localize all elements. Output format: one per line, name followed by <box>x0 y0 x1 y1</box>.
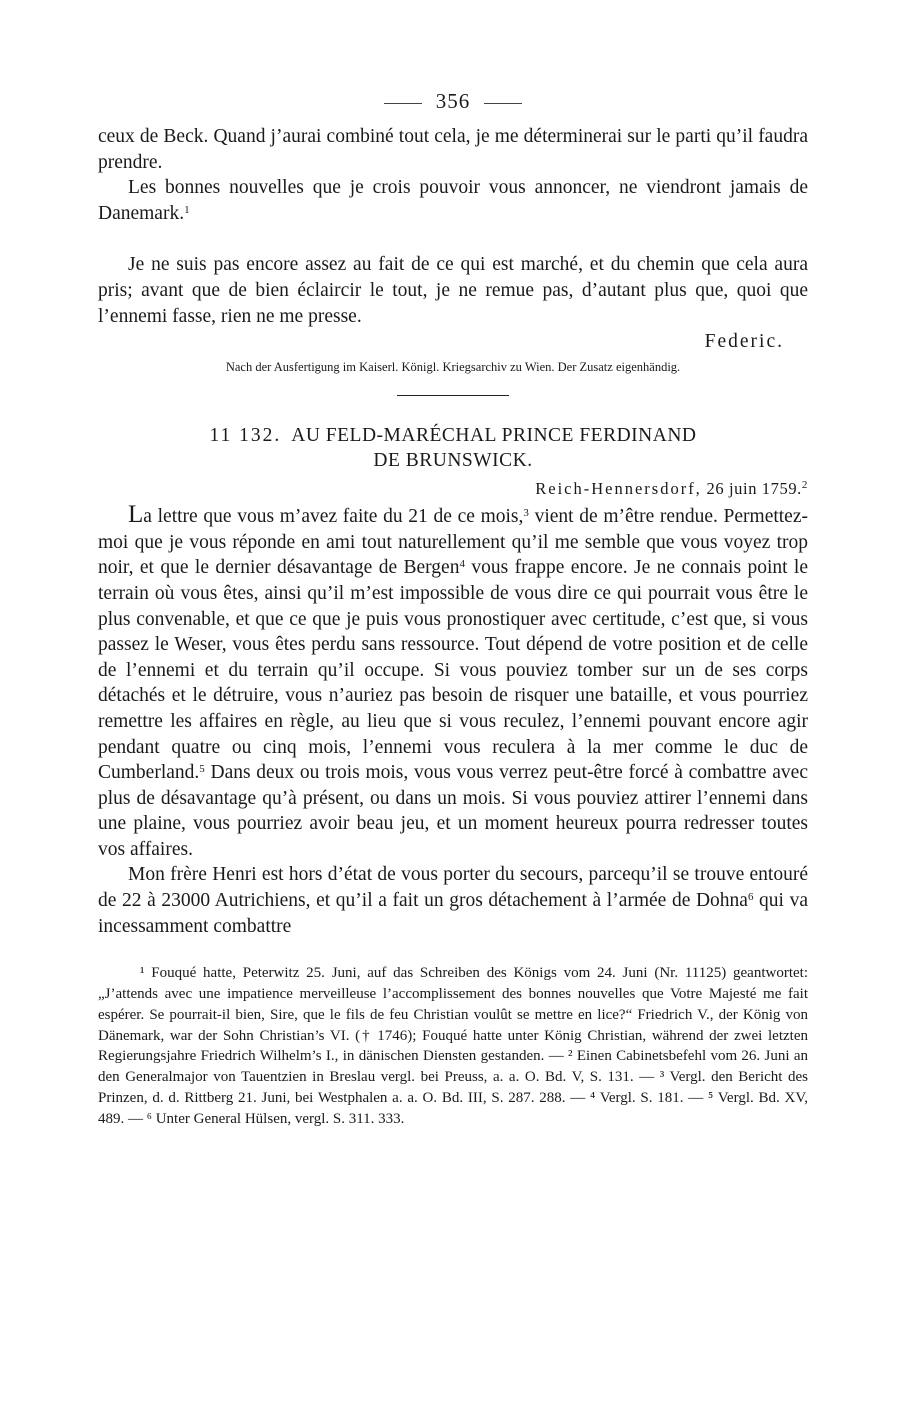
header-dash-left <box>384 103 422 104</box>
book-page <box>98 86 808 1130</box>
letter-heading-line-1 <box>98 423 808 448</box>
paragraph-text: Dans deux ou trois mois, vous vous verrez peut-être forcé à combattre avec plus de désavantage qu’à présent, ou dans un mois. Si vous pouviez attirer l’ennemi dans une plaine, vous pourriez avoir beau jeu, et un moment heureux pourra redresser toutes vos affaires. <box>98 762 808 860</box>
letter-body <box>98 502 808 939</box>
letter-recipient: AU FELD-MARÉCHAL PRINCE FERDINAND <box>291 425 697 447</box>
paragraph-text: Mon frère Henri est hors d’état de vous porter du secours, parcequ’il se trouve entouré de 22 à 23000 Autrichiens, et qu’il a fait un gros détachement à l’armée de Dohna <box>98 864 808 912</box>
dateline <box>98 476 808 502</box>
continuation-text <box>98 124 808 329</box>
dateline-place: Reich-Hennersdorf, <box>535 479 702 499</box>
initial-letter: L <box>128 501 144 529</box>
footnote-marker: 4 <box>459 558 465 571</box>
letter-paragraph-1 <box>98 502 808 862</box>
postscript-paragraph: Je ne suis pas encore assez au fait de ce qui est marché, et du chemin que cela aura pris; avant que de bien éclaircir le tout, je ne remue pas, d’autant plus que, quoi que l’ennemi fasse, rien ne me presse. <box>98 254 808 327</box>
footnote-block: ¹ Fouqué hatte, Peterwitz 25. Juni, auf das Schreiben des Königs vom 24. Juni (Nr. 11125) geantwortet: „J’attends avec une impatience merveilleuse l’accomplissement des bonnes nouvelles que Votre Majesté me fait espérer. Se pourrait-il bien, Sire, que le fils de feu Christian voulût se mettre en lice?“ Friedrich V., der König von Dänemark, war der Sohn Christian’s VI. († 1746); Fouqué hatte unter König Christian, während der zwei letzten Regierungsjahre Friedrich Wilhelm’s I., in dänischen Diensten gestanden. — ² Einen Cabinetsbefehl vom 26. Juni an den Generalmajor von Tauentzien in Breslau vergl. bei Preuss, a. a. O. Bd. V, S. 131. — ³ Vergl. den Bericht des Prinzen, d. d. Rittberg 21. Juni, bei Westphalen a. a. O. Bd. III, S. 287. 288. — ⁴ Vergl. S. 181. — ⁵ Vergl. Bd. XV, 489. — ⁶ Unter General Hülsen, vergl. S. 311. 333. <box>98 965 808 1127</box>
footnote-marker: 5 <box>199 763 205 776</box>
continuation-paragraph-1: ceux de Beck. Quand j’aurai combiné tout cela, je me déterminerai sur le parti qu’il faudra prendre. <box>98 126 808 173</box>
signature: Federic. <box>704 331 784 353</box>
paragraph-text: vous frappe encore. Je ne connais point le terrain où vous êtes, ainsi qu’il m’est impossible de vous dire ce qui pourrait vous être le plus convenable, et que ce que je puis vous pronostiquer avec certitude, c’est que, si vous passez le Weser, vous êtes perdu sans ressource. Tout dépend de votre position et de celle de l’ennemi et du terrain qu’il occupe. Si vous pouviez tomber sur un de ses corps détachés et le détruire, vous n’auriez pas besoin de risquer une bataille, et vous pourriez remettre les affaires en règle, au lieu que si vous reculez, l’ennemi pouvant encore agir pendant quatre ou cinq mois, l’ennemi vous reculera à la mer comme le duc de Cumberland. <box>98 557 809 784</box>
page-number: 356 <box>435 89 471 113</box>
paragraph-text: a lettre que vous m’avez faite du 21 de ce mois, <box>143 506 524 528</box>
footnote-marker: 2 <box>801 479 808 492</box>
continuation-paragraph-2 <box>98 175 808 226</box>
header-dash-right <box>484 103 522 104</box>
letter-paragraph-2 <box>98 862 808 939</box>
page-header <box>98 86 808 124</box>
source-note: Nach der Ausfertigung im Kaiserl. Königl. Kriegsarchiv zu Wien. Der Zusatz eigenhändig. <box>225 360 681 375</box>
letter-heading-line-2: DE BRUNSWICK. <box>373 450 533 472</box>
footnotes <box>98 963 808 1129</box>
section-divider <box>397 395 509 396</box>
paragraph-text: vient de m’être rendue. Permettez-moi que je vous réponde en ami tout naturellement qu’il me semble que vous voyez trop noir, et que le dernier désavantage de Bergen <box>98 506 808 579</box>
letter-heading <box>98 423 808 473</box>
paragraph-gap <box>98 226 808 252</box>
footnote-marker: 3 <box>523 507 529 520</box>
dateline-date: 26 juin 1759. <box>706 479 802 499</box>
paragraph-text: Les bonnes nouvelles que je crois pouvoir vous annoncer, ne viendront jamais de Danemark. <box>98 177 808 224</box>
footnote-marker: 6 <box>747 891 754 904</box>
footnote-marker: 1 <box>184 203 190 216</box>
letter-number: 11 132. <box>209 425 282 447</box>
paragraph-text: qui va incessamment combattre <box>98 890 808 937</box>
